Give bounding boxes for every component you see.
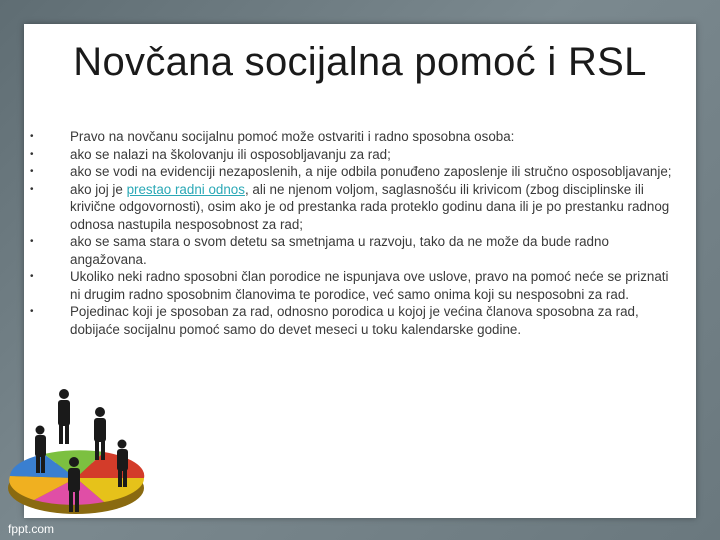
bullet-item — [30, 268, 680, 303]
bullet-text: Ukoliko neki radno sposobni član porodice ne ispunjava ove uslove, pravo na pomoć neće se priznati ni drugim radno sposobnim članovima te porodice, već samo onima koji su nesposobni za rad. — [70, 269, 669, 302]
bullet-item — [30, 181, 680, 234]
bullet-dot: • — [30, 236, 34, 247]
bullet-dot: • — [30, 131, 34, 142]
bullet-text: Pravo na novčanu socijalnu pomoć može ostvariti i radno sposobna osoba: — [70, 129, 515, 144]
bullet-dot: • — [30, 166, 34, 177]
bullet-text: ako se nalazi na školovanju ili osposobljavanju za rad; — [70, 146, 391, 162]
bullet-item — [30, 128, 680, 146]
bullet-dot: • — [30, 148, 34, 160]
bullet-list — [30, 128, 680, 338]
bullet-text-pre: ako joj je — [70, 181, 127, 197]
bullet-text-post: , ali ne njenom voljom, saglasnošću ili krivicom (zbog disciplinske ili krivične odgovornosti), osim ako je od prestanka rada proteklo godinu dana ili je po prestanku radnog odnosa nastupila nesposobnost za rad; — [70, 181, 670, 232]
slide-title: Novčana socijalna pomoć i RSL — [73, 40, 647, 84]
bullet-item — [30, 146, 680, 164]
bullet-text: Pojedinac koji je sposoban za rad, odnosno porodica u kojoj je većina članova sposobna za rad, dobijaće socijalnu pomoć samo do devet meseci u toku kalendarske godine. — [70, 304, 639, 337]
footer-brand: fppt.com — [8, 522, 55, 536]
bullet-text: ako se sama stara o svom detetu sa smetnjama u razvoju, tako da ne može da bude radno angažovana. — [70, 234, 609, 267]
bullet-item — [30, 233, 680, 268]
prestao-radni-odnos-link[interactable]: prestao radni odnos — [126, 181, 245, 197]
bullet-dot: • — [30, 306, 34, 317]
bullet-text: ako se vodi na evidenciji nezaposlenih, a nije odbila ponuđeno zaposlenje ili stručno osposobljavanje; — [70, 164, 672, 179]
bullet-dot: • — [30, 271, 34, 282]
business-people-pie-clipart — [4, 380, 154, 520]
bullet-item — [30, 163, 680, 181]
bullet-dot: • — [30, 183, 34, 195]
bullet-item — [30, 303, 680, 338]
